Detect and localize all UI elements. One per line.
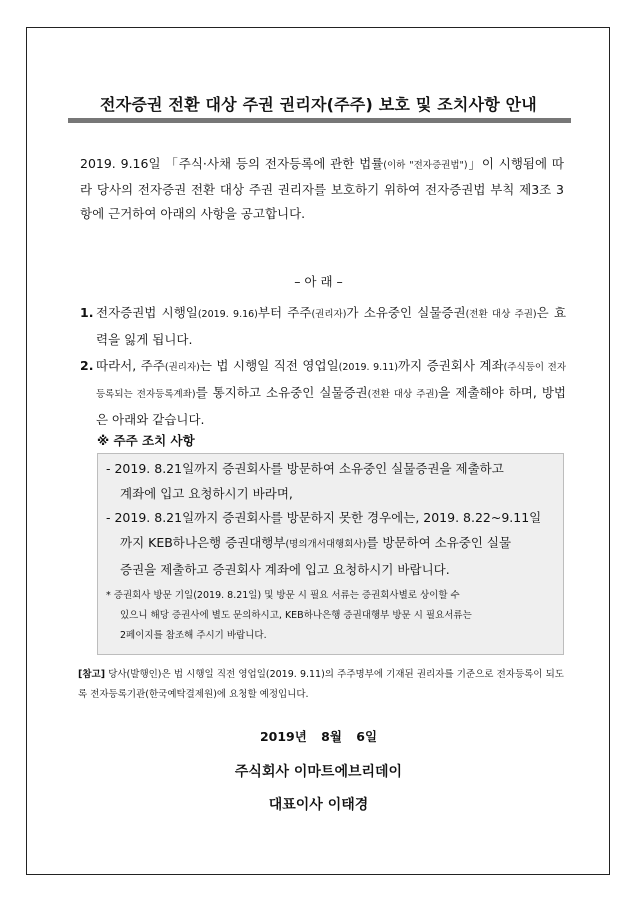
- item-text: [96, 353, 566, 432]
- item-text-part: 까지 증권회사 계좌: [398, 358, 504, 373]
- item-text-small: (전환 대상 주권): [367, 389, 439, 400]
- notice-date: 2019년 8월 6일: [259, 729, 378, 744]
- measure-text-small: (명의개서대행회사): [285, 539, 367, 550]
- item-text-part: 는 법 시행일 직전 영업일: [199, 358, 339, 373]
- intro-paragraph: [80, 152, 564, 226]
- measure-text: - 2019. 8.21일까지 증권회사를 방문하여 소유중인 실물증권을 제출하고: [106, 461, 504, 476]
- measure-text: 증권을 제출하고 증권회사 계좌에 입고 요청하시기 바랍니다.: [120, 562, 450, 577]
- ceo-name: 대표이사 이태경: [268, 797, 369, 813]
- reference-text: 당사(발행인)은 법 시행일 직전 영업일(2019. 9.11)의 주주명부에 기재된 권리자를 기준으로 전자등록이 되도록 전자등록기관(한국예탁결제원)에 요청할 예정입니다.: [78, 669, 564, 700]
- item-number: 1.: [80, 305, 94, 320]
- item-text-part: 을 제출해야 하며, 방법은 아래와 같습니다.: [96, 385, 567, 427]
- item-text: [96, 300, 566, 352]
- item-text-small: (전환 대상 주권): [465, 309, 537, 320]
- measures-box: [97, 453, 564, 655]
- section-separator: – 아 래 –: [294, 274, 343, 289]
- measure-note: [106, 586, 552, 646]
- measure-line-1: [106, 456, 546, 506]
- item-number: 2.: [80, 358, 94, 373]
- note-text: 2페이지를 참조해 주시기 바랍니다.: [120, 630, 267, 641]
- item-text-small: (권리자): [164, 362, 200, 373]
- page-title: 전자증권 전환 대상 주권 권리자(주주) 보호 및 조치사항 안내: [100, 95, 537, 114]
- item-text-part: 전자증권법 시행일: [96, 305, 198, 320]
- item-text-part: 따라서, 주주: [96, 358, 165, 373]
- item-text-small: (권리자): [311, 309, 347, 320]
- measure-text-part: 를 방문하여 소유중인 실물: [366, 535, 512, 550]
- item-text-small: (2019. 9.16): [197, 309, 258, 320]
- measure-text: 계좌에 입고 요청하시기 바라며,: [120, 486, 293, 501]
- reference-note: [78, 665, 564, 705]
- measure-text-part: 까지 KEB하나은행 증권대행부: [120, 535, 286, 550]
- title-underline: [68, 118, 571, 123]
- list-item-1: [80, 300, 566, 352]
- measure-text: - 2019. 8.21일까지 증권회사를 방문하지 못한 경우에는, 2019. 8.22~9.11일: [106, 510, 542, 525]
- company-name: 주식회사 이마트에브리데이: [234, 764, 403, 780]
- item-text-small: (2019. 9.11): [338, 362, 398, 373]
- intro-text-2: 」이 시행됨에 따라 당사의 전자증권 전환 대상 주권 권리자를 보호하기 위하여 전자증권법 부칙 제3조 3항에 근거하여 아래의 사항을 공고합니다.: [80, 156, 564, 221]
- intro-text-1: 2019. 9.16일 「주식·사채 등의 전자등록에 관한 법률: [80, 156, 384, 171]
- note-text: 있으니 해당 증권사에 별도 문의하시고, KEB하나은행 증권대행부 방문 시 필요서류는: [120, 610, 472, 621]
- reference-label: [참고]: [78, 669, 106, 680]
- intro-text-small: (이하 "전자증권법"): [383, 160, 468, 171]
- measure-line-2: [106, 505, 546, 582]
- item-text-part: 부터 주주: [257, 305, 312, 320]
- note-text: * 증권회사 방문 기일(2019. 8.21일) 및 방문 시 필요 서류는 증권회사별로 상이할 수: [106, 590, 460, 601]
- item-text-part: 를 통지하고 소유중인 실물증권: [195, 385, 368, 400]
- measures-heading: ※ 주주 조치 사항: [97, 433, 195, 448]
- measure-text: [106, 530, 546, 557]
- item-text-small: (주식등이 전자등록되는 전자등록계좌): [96, 362, 566, 400]
- item-text-part: 은 효력을 잃게 됩니다.: [96, 305, 567, 347]
- list-item-2: [80, 353, 566, 432]
- item-text-part: 가 소유중인 실물증권: [346, 305, 466, 320]
